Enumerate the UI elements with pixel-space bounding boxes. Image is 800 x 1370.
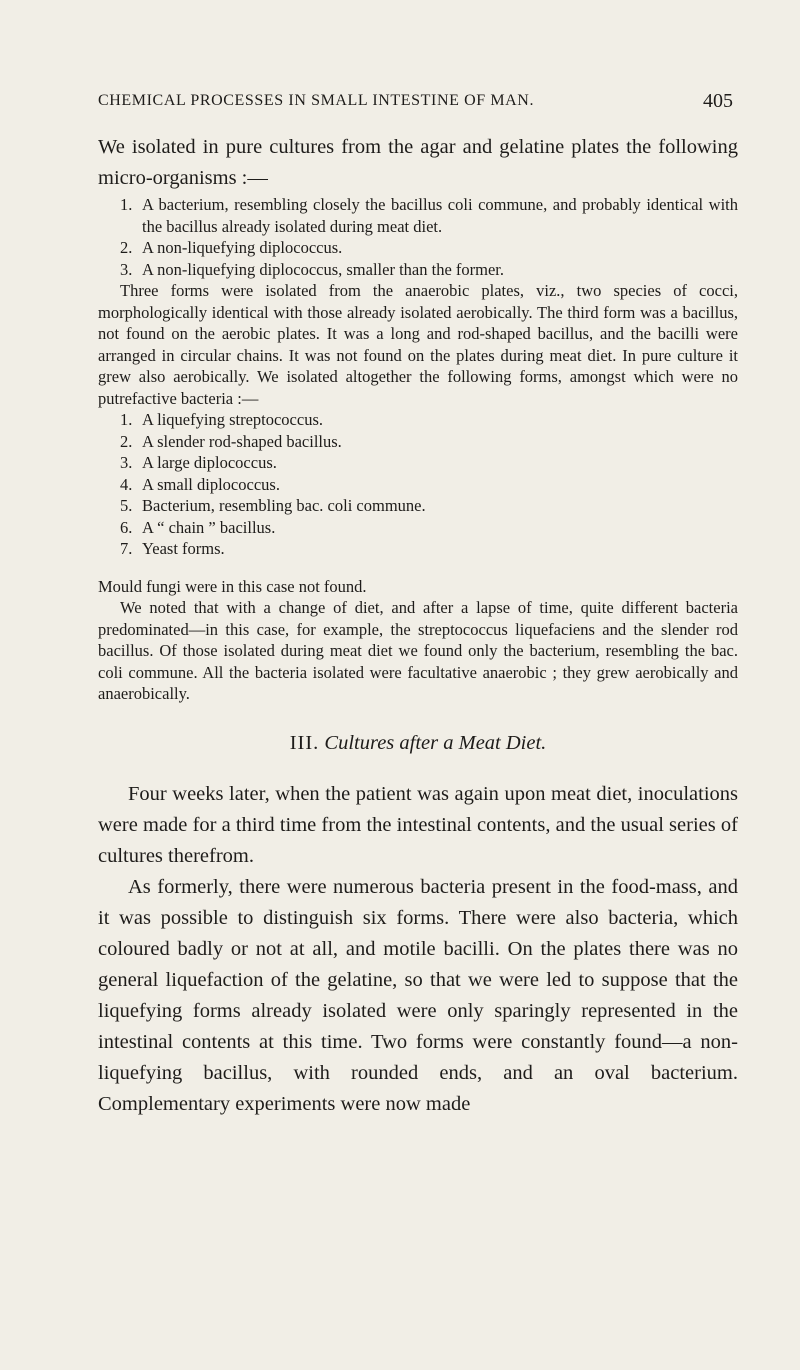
formerly-paragraph: As formerly, there were numerous bacteria present in the food-mass, and it was possible to distinguish six forms. There were also bacteria, which coloured badly or not at all, and motile bacilli. On the plates there was no general liquefaction of the gelatine, so that we were led to suppose that the liquefying forms already isolated were only sparingly represented in the intestinal contents at this time. Two forms were constantly found—a non-liquefying bacillus, with rounded ends, and an oval bacterium. Complementary experiments were now made bbox=[98, 875, 738, 1115]
list-item bbox=[98, 237, 738, 259]
list-item-text: A liquefying streptococcus. bbox=[142, 410, 324, 429]
list-item bbox=[98, 538, 738, 560]
list-item-number: 3. bbox=[120, 453, 133, 472]
list-item-number: 4. bbox=[120, 474, 133, 494]
page-body bbox=[98, 132, 738, 1120]
list-item-text: A non-liquefying diplococcus, smaller than the former. bbox=[142, 259, 504, 279]
list-item-number: 6. bbox=[120, 517, 133, 537]
mould-paragraph: Mould fungi were in this case not found. bbox=[98, 576, 367, 596]
section-title: Cultures after a Meat Diet. bbox=[324, 731, 547, 754]
list-item bbox=[98, 474, 738, 496]
four-weeks-paragraph: Four weeks later, when the patient was again upon meat diet, inoculations were made for a third time from the intestinal contents, and the usual series of cultures therefrom. bbox=[98, 782, 738, 867]
list-item bbox=[98, 495, 738, 517]
list-item-text: Bacterium, resembling bac. coli commune. bbox=[142, 496, 426, 515]
list-item-number: 5. bbox=[120, 496, 133, 515]
list-item bbox=[98, 194, 738, 237]
diet-change-paragraph: We noted that with a change of diet, and after a lapse of time, quite different bacteria predominated—in this case, for example, the streptococcus liquefaciens and the slender rod bacillus. Of those isolated during meat diet we found only the bacterium, resembling the bac. coli commune. All the bacteria isolated were facultative anaerobic ; they grew aerobically and anaerobically. bbox=[98, 598, 738, 703]
list-item-number: 2. bbox=[120, 238, 133, 257]
list-item-text: A small diplococcus. bbox=[142, 474, 280, 494]
aerobic-organism-list bbox=[98, 194, 738, 280]
section-heading bbox=[98, 732, 738, 755]
running-head bbox=[98, 92, 733, 114]
list-item-text: A non-liquefying diplococcus. bbox=[142, 238, 343, 257]
list-item-number: 1. bbox=[120, 195, 133, 214]
running-title: CHEMICAL PROCESSES IN SMALL INTESTINE OF MAN. bbox=[98, 92, 535, 109]
page-number: 405 bbox=[703, 90, 733, 112]
list-item bbox=[98, 517, 738, 539]
list-item-number: 2. bbox=[120, 431, 133, 451]
list-item-text: A bacterium, resembling closely the bacillus coli commune, and probably identical with the bacillus already isolated during meat diet. bbox=[142, 195, 738, 236]
list-item-text: Yeast forms. bbox=[142, 539, 225, 558]
list-item-text: A large diplococcus. bbox=[142, 453, 277, 472]
anaerobic-paragraph: Three forms were isolated from the anaerobic plates, viz., two species of cocci, morphologically identical with those already isolated aerobically. The third form was a bacillus, not found on the aerobic plates. It was a long and rod-shaped bacillus, and the bacilli were arranged in circular chains. It was not found on the plates during meat diet. In pure culture it grew also aerobically. We isolated altogether the following forms, amongst which were no putrefactive bacteria :— bbox=[98, 281, 738, 408]
section-numeral: III. bbox=[289, 731, 320, 754]
list-item-text: A “ chain ” bacillus. bbox=[142, 517, 276, 537]
list-item-number: 1. bbox=[120, 410, 133, 429]
list-item bbox=[98, 259, 738, 281]
list-item bbox=[98, 431, 738, 453]
list-item bbox=[98, 452, 738, 474]
intro-paragraph: We isolated in pure cultures from the agar and gelatine plates the following micro-organisms :— bbox=[98, 136, 738, 189]
list-item-number: 7. bbox=[120, 539, 133, 558]
list-item-text: A slender rod-shaped bacillus. bbox=[142, 431, 342, 451]
list-item-number: 3. bbox=[120, 259, 133, 279]
list-item bbox=[98, 409, 738, 431]
forms-list bbox=[98, 409, 738, 560]
